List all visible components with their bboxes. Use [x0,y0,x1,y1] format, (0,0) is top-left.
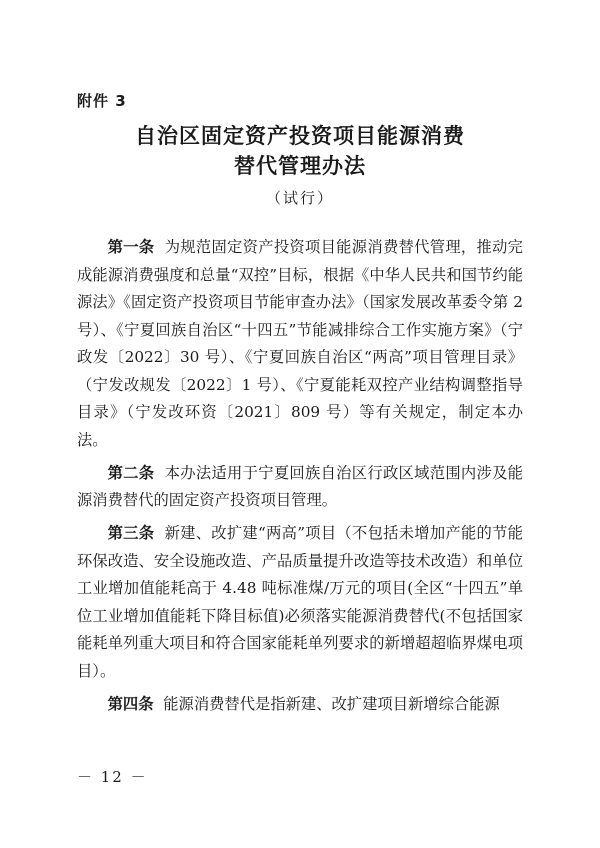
document-body [77,234,523,724]
article-label: 第三条 [107,524,155,542]
document-title-line-1: 自治区固定资产投资项目能源消费 [135,123,465,148]
article-label: 第四条 [107,694,154,713]
article-text: 为规范固定资产投资项目能源消费替代管理，推动完成能源消费强度和总量“双控”目标，根据《中华人民共和国节约能源法》《固定资产投资项目节能审查办法》（国家发展改革委令第 2 号）、《宁夏回族自治区“十四五”节能减排综合工作实施方案》（宁政发〔2022〕30 号）、《宁夏回族自治区“两高”项目管理目录》（宁发改规发〔2022〕1 号）、《宁夏能耗双控产业结构调整指导目录》（宁发改环资〔2021〕809 号）等有关规定，制定本办法。 [77,238,523,449]
document-title-line-2: 替代管理办法 [234,153,366,178]
article-4 [77,691,523,719]
page-number: － 12 － [77,768,148,786]
article-text: 新建、改扩建“两高”项目（不包括未增加产能的节能环保改造、安全设施改造、产品质量提升改造等技术改造）和单位工业增加值能耗高于 4.48 吨标准煤/万元的项目(全区“十四五”单位工业增加值能耗下降目标值)必须落实能源消费替代(不包括国家能耗单列重大项目和符合国家能耗单列要求的新增超超临界煤电项目）。 [77,524,523,680]
article-label: 第二条 [107,463,155,482]
document-subtitle: （试行） [265,189,334,207]
article-label: 第一条 [107,238,155,256]
article-text: 能源消费替代是指新建、改扩建项目新增综合能源 [163,694,500,713]
article-text: 本办法适用于宁夏回族自治区行政区域范围内涉及能源消费替代的固定资产投资项目管理。 [77,463,523,509]
article-3 [77,520,523,685]
article-1 [77,234,523,454]
attachment-label: 附件 3 [77,92,127,110]
article-2 [77,460,523,515]
